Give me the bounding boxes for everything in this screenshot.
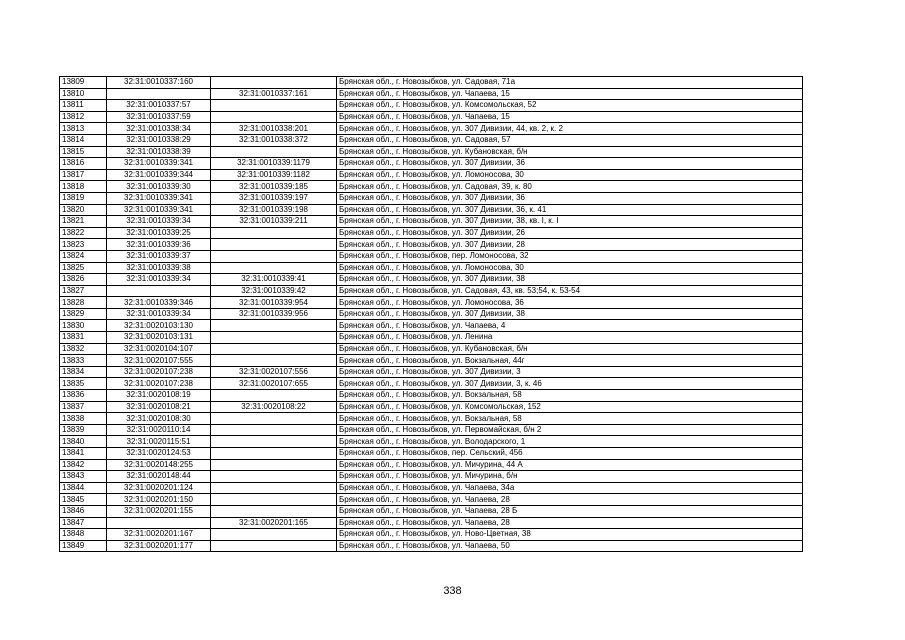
row-number-cell: 13815 (60, 146, 107, 158)
address-cell: Брянская обл., г. Новозыбков, ул. Кубановская, б/н (337, 343, 803, 355)
table-row (60, 227, 803, 239)
object-number-cell (211, 436, 337, 448)
address-cell: Брянская обл., г. Новозыбков, ул. Ленина (337, 332, 803, 344)
object-number-cell: 32:31:0010339:198 (211, 204, 337, 216)
address-cell: Брянская обл., г. Новозыбков, ул. 307 Дивизии, 28 (337, 239, 803, 251)
parcel-number-cell: 32:31:0010337:57 (107, 100, 211, 112)
table-row (60, 77, 803, 89)
parcel-number-cell: 32:31:0010338:34 (107, 123, 211, 135)
table-row (60, 366, 803, 378)
address-cell: Брянская обл., г. Новозыбков, ул. Чапаева, 34а (337, 482, 803, 494)
address-cell: Брянская обл., г. Новозыбков, ул. 307 Дивизии, 36, к. 41 (337, 204, 803, 216)
parcel-number-cell: 32:31:0020115:51 (107, 436, 211, 448)
address-cell: Брянская обл., г. Новозыбков, ул. 307 Дивизии, 38, кв. I, к. I (337, 216, 803, 228)
table-row (60, 355, 803, 367)
address-cell: Брянская обл., г. Новозыбков, пер. Ломоносова, 32 (337, 250, 803, 262)
row-number-cell: 13809 (60, 77, 107, 89)
object-number-cell (211, 505, 337, 517)
table-row (60, 111, 803, 123)
row-number-cell: 13833 (60, 355, 107, 367)
object-number-cell (211, 355, 337, 367)
row-number-cell: 13816 (60, 158, 107, 170)
address-cell: Брянская обл., г. Новозыбков, ул. Мичурина, 44 А (337, 459, 803, 471)
table-row (60, 285, 803, 297)
table-row (60, 88, 803, 100)
row-number-cell: 13817 (60, 169, 107, 181)
address-cell: Брянская обл., г. Новозыбков, ул. Вокзальная, 44г (337, 355, 803, 367)
row-number-cell: 13821 (60, 216, 107, 228)
table-row (60, 146, 803, 158)
parcel-number-cell: 32:31:0020103:130 (107, 320, 211, 332)
parcel-number-cell: 32:31:0020107:238 (107, 378, 211, 390)
table-row (60, 459, 803, 471)
parcel-number-cell: 32:31:0020103:131 (107, 332, 211, 344)
table-row (60, 123, 803, 135)
address-cell: Брянская обл., г. Новозыбков, ул. Чапаева, 50 (337, 540, 803, 552)
row-number-cell: 13825 (60, 262, 107, 274)
object-number-cell (211, 448, 337, 460)
parcel-number-cell: 32:31:0010339:34 (107, 274, 211, 286)
object-number-cell (211, 111, 337, 123)
object-number-cell (211, 262, 337, 274)
row-number-cell: 13830 (60, 320, 107, 332)
table-row (60, 274, 803, 286)
parcel-number-cell: 32:31:0020201:167 (107, 529, 211, 541)
object-number-cell: 32:31:0010337:161 (211, 88, 337, 100)
table-row (60, 239, 803, 251)
parcel-number-cell: 32:31:0010338:29 (107, 134, 211, 146)
table-row (60, 378, 803, 390)
parcel-number-cell: 32:31:0010339:38 (107, 262, 211, 274)
page-number: 338 (443, 585, 462, 597)
address-cell: Брянская обл., г. Новозыбков, ул. Володарского, 1 (337, 436, 803, 448)
table-row (60, 471, 803, 483)
table-row (60, 204, 803, 216)
address-cell: Брянская обл., г. Новозыбков, ул. Комсомольская, 52 (337, 100, 803, 112)
address-cell: Брянская обл., г. Новозыбков, ул. Садовая, 57 (337, 134, 803, 146)
table-row (60, 482, 803, 494)
row-number-cell: 13846 (60, 505, 107, 517)
object-number-cell: 32:31:0020107:655 (211, 378, 337, 390)
row-number-cell: 13812 (60, 111, 107, 123)
object-number-cell (211, 529, 337, 541)
object-number-cell: 32:31:0010339:211 (211, 216, 337, 228)
row-number-cell: 13848 (60, 529, 107, 541)
registry-table-body (60, 77, 803, 552)
parcel-number-cell (107, 88, 211, 100)
row-number-cell: 13824 (60, 250, 107, 262)
address-cell: Брянская обл., г. Новозыбков, ул. Вокзальная, 58 (337, 413, 803, 425)
parcel-number-cell: 32:31:0020201:177 (107, 540, 211, 552)
address-cell: Брянская обл., г. Новозыбков, ул. 307 Дивизии, 26 (337, 227, 803, 239)
object-number-cell: 32:31:0020107:556 (211, 366, 337, 378)
table-row (60, 494, 803, 506)
object-number-cell: 32:31:0010339:197 (211, 192, 337, 204)
object-number-cell (211, 424, 337, 436)
parcel-number-cell: 32:31:0010339:36 (107, 239, 211, 251)
row-number-cell: 13844 (60, 482, 107, 494)
address-cell: Брянская обл., г. Новозыбков, пер. Сельский, 456 (337, 448, 803, 460)
table-row (60, 262, 803, 274)
object-number-cell (211, 77, 337, 89)
parcel-number-cell: 32:31:0020104:107 (107, 343, 211, 355)
address-cell: Брянская обл., г. Новозыбков, ул. Ломоносова, 36 (337, 297, 803, 309)
parcel-number-cell: 32:31:0010338:39 (107, 146, 211, 158)
parcel-number-cell: 32:31:0020107:555 (107, 355, 211, 367)
parcel-number-cell: 32:31:0010339:34 (107, 308, 211, 320)
object-number-cell (211, 482, 337, 494)
parcel-number-cell: 32:31:0010339:34 (107, 216, 211, 228)
address-cell: Брянская обл., г. Новозыбков, ул. Чапаева, 4 (337, 320, 803, 332)
object-number-cell (211, 413, 337, 425)
table-row (60, 529, 803, 541)
parcel-number-cell: 32:31:0020148:44 (107, 471, 211, 483)
row-number-cell: 13814 (60, 134, 107, 146)
address-cell: Брянская обл., г. Новозыбков, ул. Садовая, 71а (337, 77, 803, 89)
object-number-cell (211, 540, 337, 552)
object-number-cell (211, 459, 337, 471)
address-cell: Брянская обл., г. Новозыбков, ул. 307 Дивизии, 36 (337, 192, 803, 204)
table-row (60, 401, 803, 413)
table-row (60, 169, 803, 181)
row-number-cell: 13834 (60, 366, 107, 378)
object-number-cell: 32:31:0010338:372 (211, 134, 337, 146)
address-cell: Брянская обл., г. Новозыбков, ул. 307 Дивизии, 3, к. 46 (337, 378, 803, 390)
table-row (60, 332, 803, 344)
table-row (60, 540, 803, 552)
object-number-cell: 32:31:0010339:1179 (211, 158, 337, 170)
object-number-cell (211, 100, 337, 112)
row-number-cell: 13819 (60, 192, 107, 204)
parcel-number-cell: 32:31:0010337:59 (107, 111, 211, 123)
parcel-number-cell: 32:31:0010339:25 (107, 227, 211, 239)
row-number-cell: 13828 (60, 297, 107, 309)
table-row (60, 250, 803, 262)
parcel-number-cell: 32:31:0020108:19 (107, 390, 211, 402)
row-number-cell: 13820 (60, 204, 107, 216)
row-number-cell: 13841 (60, 448, 107, 460)
address-cell: Брянская обл., г. Новозыбков, ул. 307 Дивизии, 36 (337, 158, 803, 170)
parcel-number-cell: 32:31:0020107:238 (107, 366, 211, 378)
table-row (60, 343, 803, 355)
row-number-cell: 13831 (60, 332, 107, 344)
address-cell: Брянская обл., г. Новозыбков, ул. Ломоносова, 30 (337, 169, 803, 181)
row-number-cell: 13836 (60, 390, 107, 402)
row-number-cell: 13823 (60, 239, 107, 251)
parcel-number-cell: 32:31:0010339:341 (107, 158, 211, 170)
parcel-number-cell: 32:31:0020148:255 (107, 459, 211, 471)
address-cell: Брянская обл., г. Новозыбков, ул. Мичурина, б/н (337, 471, 803, 483)
row-number-cell: 13822 (60, 227, 107, 239)
row-number-cell: 13845 (60, 494, 107, 506)
row-number-cell: 13847 (60, 517, 107, 529)
object-number-cell: 32:31:0010339:42 (211, 285, 337, 297)
object-number-cell: 32:31:0010339:954 (211, 297, 337, 309)
object-number-cell (211, 239, 337, 251)
parcel-number-cell: 32:31:0010339:30 (107, 181, 211, 193)
row-number-cell: 13838 (60, 413, 107, 425)
table-row (60, 505, 803, 517)
address-cell: Брянская обл., г. Новозыбков, ул. Чапаева, 28 (337, 494, 803, 506)
table-row (60, 158, 803, 170)
address-cell: Брянская обл., г. Новозыбков, ул. Садовая, 39, к. 80 (337, 181, 803, 193)
address-cell: Брянская обл., г. Новозыбков, ул. Садовая, 43, кв. 53;54, к. 53-54 (337, 285, 803, 297)
parcel-number-cell: 32:31:0010337:160 (107, 77, 211, 89)
row-number-cell: 13837 (60, 401, 107, 413)
object-number-cell: 32:31:0020201:165 (211, 517, 337, 529)
object-number-cell: 32:31:0020108:22 (211, 401, 337, 413)
row-number-cell: 13811 (60, 100, 107, 112)
object-number-cell: 32:31:0010339:185 (211, 181, 337, 193)
table-row (60, 448, 803, 460)
parcel-number-cell: 32:31:0020124:53 (107, 448, 211, 460)
address-cell: Брянская обл., г. Новозыбков, ул. 307 Дивизии, 38 (337, 274, 803, 286)
object-number-cell (211, 320, 337, 332)
address-cell: Брянская обл., г. Новозыбков, ул. 307 Дивизии, 38 (337, 308, 803, 320)
row-number-cell: 13835 (60, 378, 107, 390)
parcel-number-cell: 32:31:0020201:150 (107, 494, 211, 506)
object-number-cell (211, 390, 337, 402)
object-number-cell: 32:31:0010339:1182 (211, 169, 337, 181)
row-number-cell: 13829 (60, 308, 107, 320)
table-row (60, 436, 803, 448)
parcel-number-cell: 32:31:0020201:124 (107, 482, 211, 494)
parcel-number-cell: 32:31:0020201:155 (107, 505, 211, 517)
parcel-number-cell (107, 517, 211, 529)
table-row (60, 216, 803, 228)
table-row (60, 320, 803, 332)
address-cell: Брянская обл., г. Новозыбков, ул. 307 Дивизии, 3 (337, 366, 803, 378)
row-number-cell: 13832 (60, 343, 107, 355)
row-number-cell: 13840 (60, 436, 107, 448)
row-number-cell: 13843 (60, 471, 107, 483)
object-number-cell: 32:31:0010338:201 (211, 123, 337, 135)
address-cell: Брянская обл., г. Новозыбков, ул. Чапаева, 28 Б (337, 505, 803, 517)
row-number-cell: 13849 (60, 540, 107, 552)
parcel-number-cell: 32:31:0010339:37 (107, 250, 211, 262)
table-row (60, 413, 803, 425)
address-cell: Брянская обл., г. Новозыбков, ул. Комсомольская, 152 (337, 401, 803, 413)
address-cell: Брянская обл., г. Новозыбков, ул. Кубановская, б/н (337, 146, 803, 158)
object-number-cell (211, 343, 337, 355)
parcel-number-cell (107, 285, 211, 297)
row-number-cell: 13827 (60, 285, 107, 297)
object-number-cell: 32:31:0010339:41 (211, 274, 337, 286)
object-number-cell (211, 227, 337, 239)
object-number-cell (211, 146, 337, 158)
address-cell: Брянская обл., г. Новозыбков, ул. Ново-Цветная, 38 (337, 529, 803, 541)
row-number-cell: 13842 (60, 459, 107, 471)
address-cell: Брянская обл., г. Новозыбков, ул. Чапаева, 28 (337, 517, 803, 529)
address-cell: Брянская обл., г. Новозыбков, ул. Чапаева, 15 (337, 111, 803, 123)
parcel-number-cell: 32:31:0020108:21 (107, 401, 211, 413)
row-number-cell: 13826 (60, 274, 107, 286)
row-number-cell: 13813 (60, 123, 107, 135)
table-row (60, 424, 803, 436)
parcel-number-cell: 32:31:0010339:341 (107, 204, 211, 216)
table-row (60, 192, 803, 204)
table-row (60, 100, 803, 112)
address-cell: Брянская обл., г. Новозыбков, ул. Первомайская, б/н 2 (337, 424, 803, 436)
parcel-number-cell: 32:31:0020110:14 (107, 424, 211, 436)
address-cell: Брянская обл., г. Новозыбков, ул. Чапаева, 15 (337, 88, 803, 100)
parcel-number-cell: 32:31:0010339:344 (107, 169, 211, 181)
registry-table (59, 76, 803, 552)
parcel-number-cell: 32:31:0010339:346 (107, 297, 211, 309)
object-number-cell (211, 471, 337, 483)
parcel-number-cell: 32:31:0010339:341 (107, 192, 211, 204)
table-row (60, 134, 803, 146)
row-number-cell: 13818 (60, 181, 107, 193)
row-number-cell: 13839 (60, 424, 107, 436)
object-number-cell (211, 250, 337, 262)
object-number-cell (211, 332, 337, 344)
table-row (60, 517, 803, 529)
object-number-cell (211, 494, 337, 506)
table-row (60, 308, 803, 320)
parcel-number-cell: 32:31:0020108:30 (107, 413, 211, 425)
address-cell: Брянская обл., г. Новозыбков, ул. Ломоносова, 30 (337, 262, 803, 274)
table-row (60, 297, 803, 309)
address-cell: Брянская обл., г. Новозыбков, ул. 307 Дивизии, 44, кв. 2, к. 2 (337, 123, 803, 135)
table-row (60, 181, 803, 193)
address-cell: Брянская обл., г. Новозыбков, ул. Вокзальная, 58 (337, 390, 803, 402)
object-number-cell: 32:31:0010339:956 (211, 308, 337, 320)
row-number-cell: 13810 (60, 88, 107, 100)
table-row (60, 390, 803, 402)
